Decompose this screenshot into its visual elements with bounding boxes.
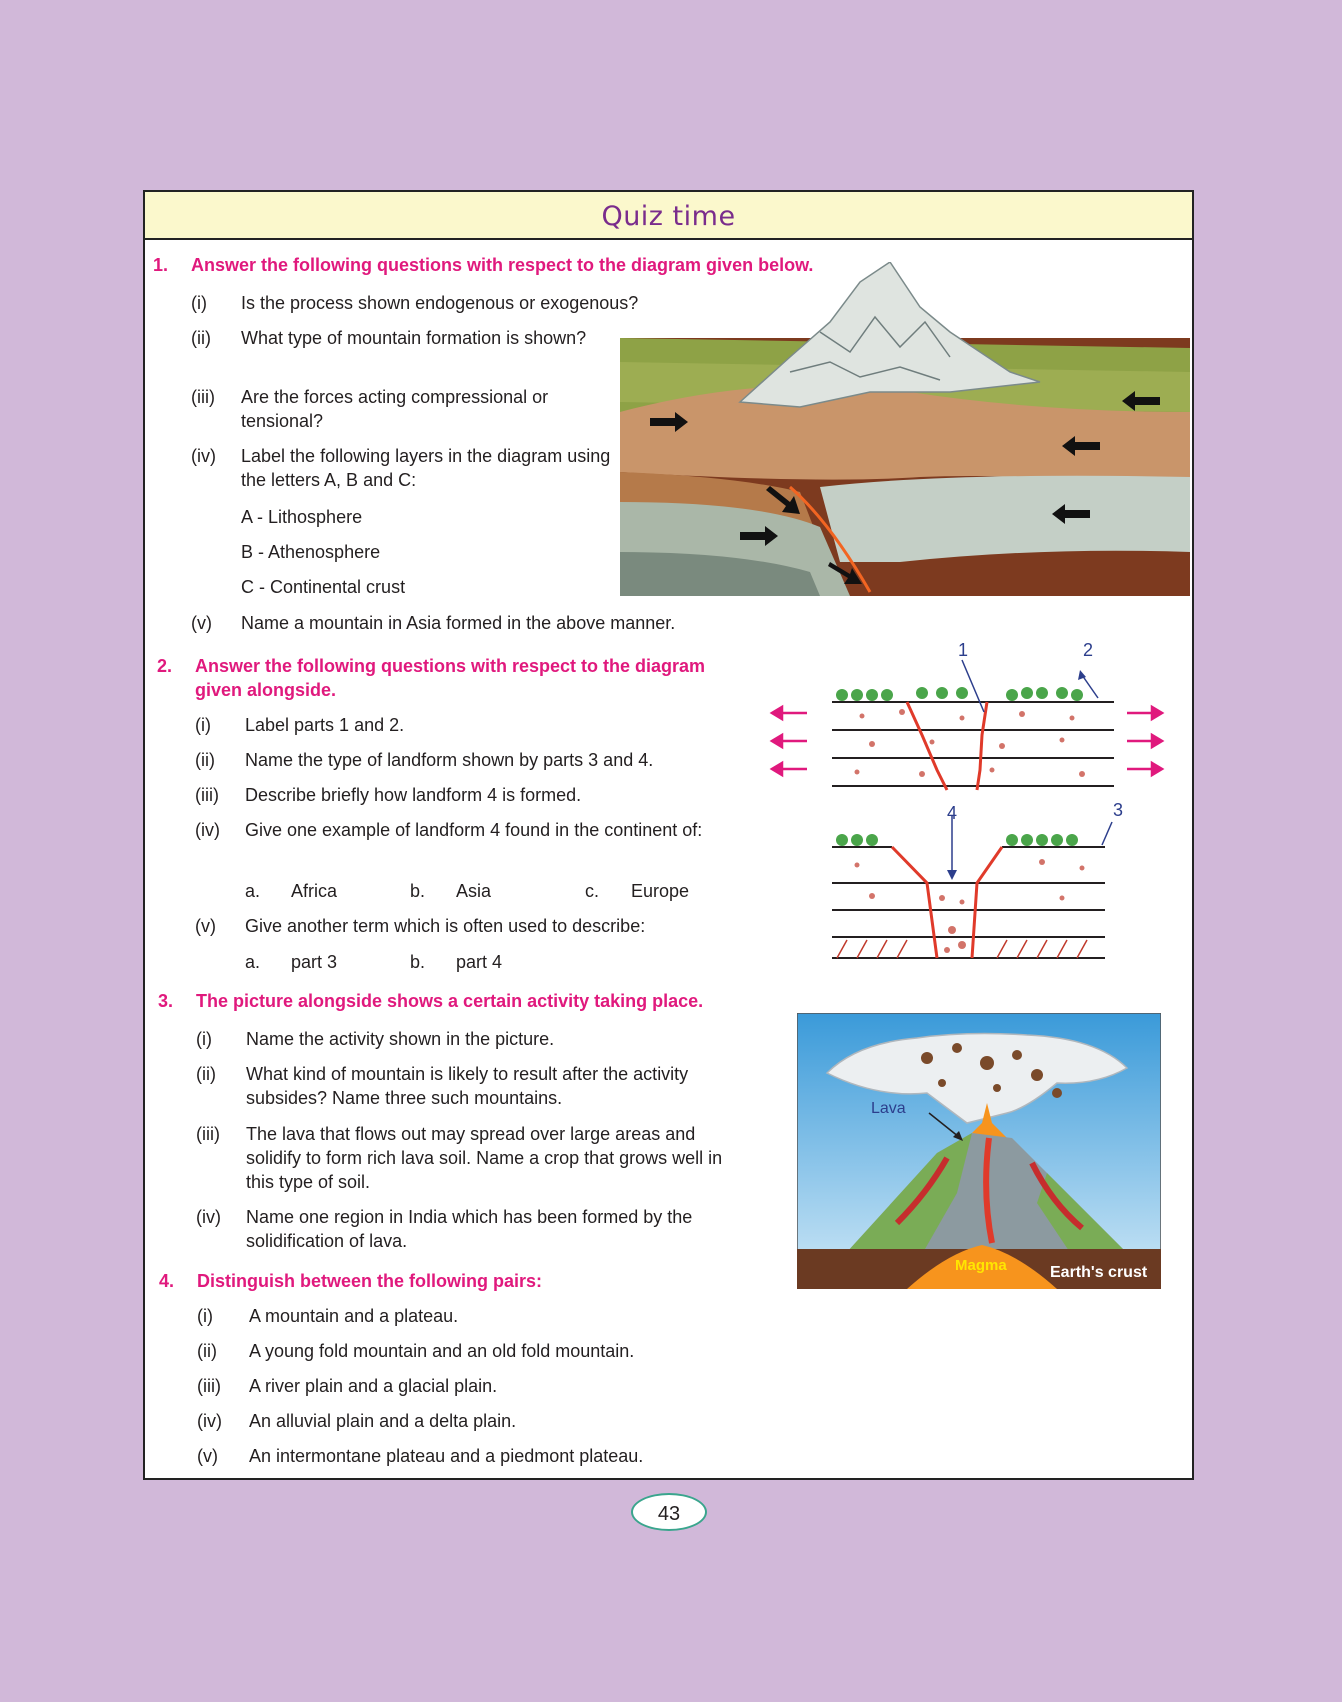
- q1-layer: B - Athenosphere: [241, 542, 381, 562]
- diagram-label-1: 1: [958, 640, 969, 660]
- diagram-label-4: 4: [947, 803, 958, 823]
- earths-crust-label: Earth's crust: [1050, 1264, 1148, 1281]
- volcano-picture: [797, 1013, 1161, 1289]
- diagram-label-3: 3: [1113, 800, 1124, 820]
- q1-layer: C - Continental crust: [241, 577, 406, 597]
- magma-label: Magma: [955, 1257, 1007, 1274]
- page-title: Quiz time: [601, 201, 736, 232]
- diagram-label-2: 2: [1083, 640, 1094, 660]
- page-content: 1. Answer the following questions with respect to the diagram given below. (i) Is the process shown endogenous or exogenous? (ii) What type of mountain formation is shown? (iii) Are the forces acting compressional or tensional? (iv) Label the following layers in the diagram using the letters A, B and C: A - Lithosphere B - Athenosphere C - Continental crust (v) Name a mountain in Asia formed in the above manner. 2. Answer the following questions with respect to the diagram given alongside. (i) Label parts 1 and 2. (ii) Name the type of landform shown by parts 3 and 4. (iii) Describe briefly how landform 4 is formed. (iv) Give one example of landform 4 found in the continent of: a. Africa b. Asia c. Europe (v) Give another term which is often used to describe: a. part 3 b. part 4 1 2 3 4 3. The picture alongside shows a certain activity taking place. (i) Name the activity shown in the picture. (ii) What kind of mountain is likely to result after the activity subsides? Name three such mountains. (iii) The lava that flows out may spread over large areas and solidify to form rich lava soil. Name a crop that grows well in this type of soil. (iv) Name one region in India which has been formed by the solidification of lava. Lava Magma Earth's crust 4. Distinguish between the following pairs: (i) A mountain and a plateau. (ii) A young fold mountain and an old fold mountain. (iii) A river plain and a glacial plain. (iv) An alluvial plain and a delta plain. (v) An intermontane plateau and a piedmont plateau. 43: [0, 0, 1342, 1702]
- fold-mountain-diagram: [620, 262, 1190, 596]
- page-number: 43: [631, 1493, 707, 1531]
- q1-layer: A - Lithosphere: [241, 507, 363, 527]
- lava-label: Lava: [871, 1100, 906, 1117]
